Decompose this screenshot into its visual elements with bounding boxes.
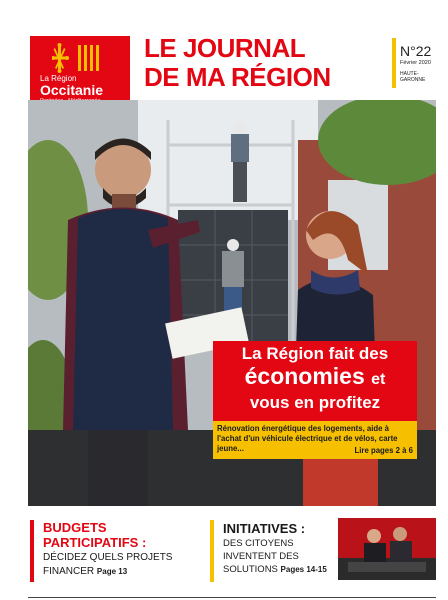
headline-emphasis: économies — [244, 363, 365, 389]
teaser-initiatives-pages: Pages 14-15 — [280, 565, 327, 574]
teaser-budgets[interactable] — [30, 520, 172, 582]
issue-department — [400, 71, 431, 83]
issue-number: N°22 — [400, 43, 432, 59]
read-more-link[interactable]: Lire pages 2 à 6 — [354, 446, 413, 455]
teaser-initiatives-text-word: SOLUTIONS — [223, 564, 278, 575]
masthead-line2: DE MA RÉGION — [144, 62, 331, 92]
headline-line2-tail: et — [371, 371, 386, 388]
initiatives-thumbnail — [338, 518, 436, 580]
teaser-budgets-title-line1: BUDGETS — [43, 520, 107, 535]
masthead-title — [144, 34, 384, 92]
headline-deck — [213, 421, 417, 459]
initiatives-thumbnail-illustration — [338, 518, 436, 580]
issue-date: Février 2020 — [400, 60, 431, 66]
bottom-rule — [28, 597, 436, 598]
masthead-line1: LE JOURNAL — [144, 33, 306, 63]
teaser-budgets-text-line1: DÉCIDEZ QUELS PROJETS — [43, 552, 173, 563]
deck-text: Rénovation énergétique des logements, aide à l'achat d'un véhicule électrique et de vélos, carte jeune... — [217, 424, 398, 453]
issue-divider — [392, 38, 396, 88]
teaser-initiatives-text-line2: INVENTENT DES — [223, 551, 299, 562]
issue-info — [400, 44, 431, 83]
issue-department-line2: GARONNE — [400, 77, 426, 83]
main-headline — [213, 341, 417, 421]
teaser-budgets-pages: Page 13 — [96, 567, 128, 576]
logo-name: Occitanie — [40, 82, 104, 98]
teaser-initiatives-title: INITIATIVES : — [223, 521, 306, 536]
headline-line2 — [213, 364, 417, 392]
occitan-cross-icon — [52, 42, 106, 74]
issue-department-line1: HAUTE- — [400, 71, 419, 77]
headline-line3: vous en profitez — [249, 393, 381, 412]
teaser-budgets-text-line2 — [43, 565, 172, 578]
teaser-initiatives-text-line1: DES CITOYENS — [223, 538, 294, 549]
teaser-budgets-title-line2: PARTICIPATIFS : — [43, 535, 147, 550]
headline-line1: La Région fait des — [241, 344, 389, 363]
logo-region-label: La Région — [40, 74, 77, 83]
teaser-initiatives-text-line3 — [223, 563, 327, 576]
teaser-budgets-text-word: FINANCER — [43, 566, 95, 577]
teaser-initiatives[interactable] — [210, 520, 327, 582]
occitanie-logo — [30, 36, 130, 108]
